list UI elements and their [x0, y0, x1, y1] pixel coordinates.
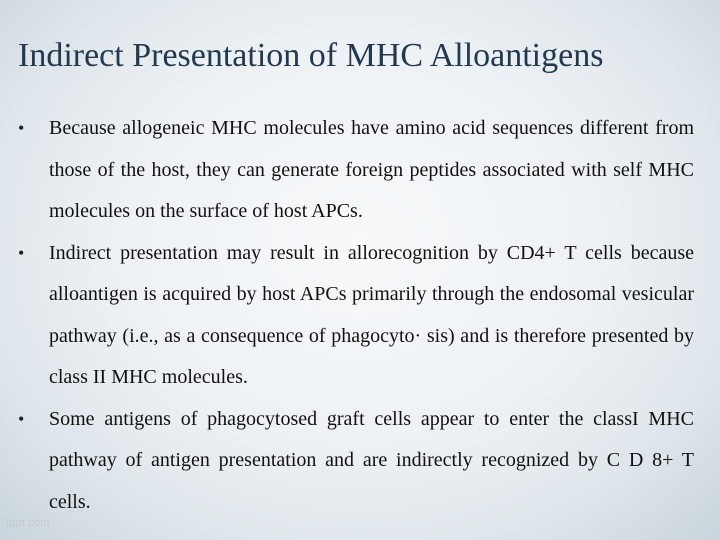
bullet-text: Indirect presentation may result in allorecognition by CD4+ T cells because alloantigen is acquired by host APCs primarily through the endosomal vesicular pathway (i.e., as a consequence of phagocyto· sis) and is therefore presented by class II MHC molecules.: [49, 241, 694, 388]
slide-title: Indirect Presentation of MHC Alloantigens: [18, 37, 604, 74]
bullet-dot-icon: •: [18, 242, 25, 263]
bullet-item: [18, 233, 694, 399]
bullet-text: Because allogeneic MHC molecules have amino acid sequences different from those of the host, they can generate foreign peptides associated with self MHC molecules on the surface of host APCs.: [49, 117, 694, 222]
bullet-item: [18, 399, 694, 524]
watermark: fppt.com: [6, 517, 50, 529]
bullet-dot-icon: •: [18, 118, 25, 138]
bullet-list: [18, 108, 694, 523]
bullet-dot-icon: •: [18, 408, 25, 429]
bullet-item: [18, 108, 694, 233]
bullet-text: Some antigens of phagocytosed graft cells appear to enter the classI MHC pathway of antigen presentation and are indirectly recognized by C D 8+ T cells.: [49, 407, 694, 513]
